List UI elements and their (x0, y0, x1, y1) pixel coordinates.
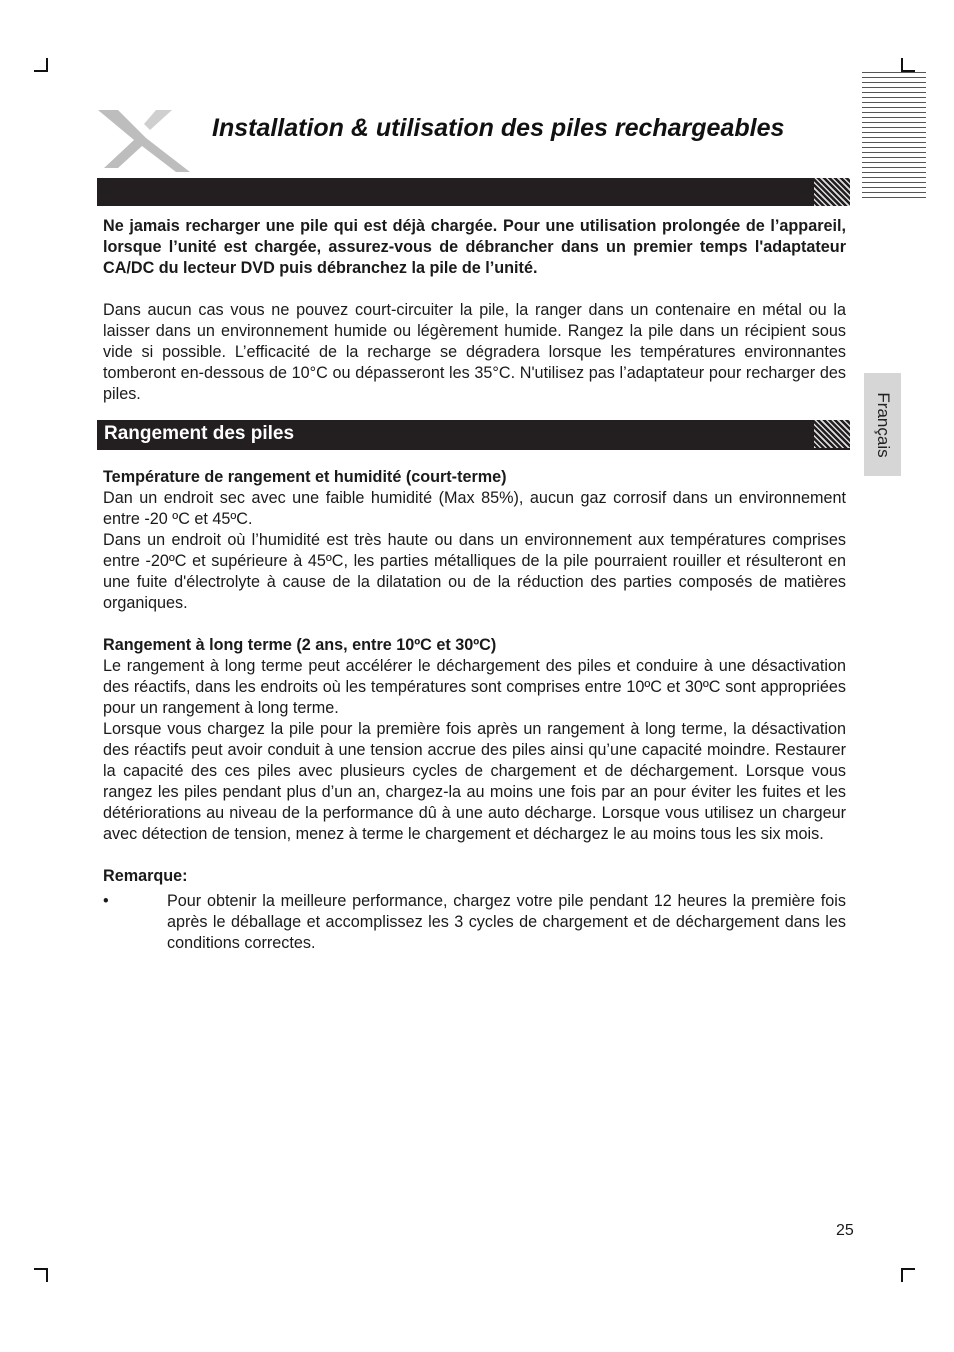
safety-paragraph: Dans aucun cas vous ne pouvez court-circuiter la pile, la ranger dans un contenaire en métal ou la laisser dans un environnement humide ou légèrement humide. Rangez la pile dans un récipient sous vide si possible. L’efficacité de la recharge se dégradera lorsque les températures environnantes tomberont en-dessous de 10°C ou dépasseront les 35°C. N'utilisez pas l’adaptateur pour recharger des piles. (103, 301, 846, 403)
intro-section (103, 216, 846, 405)
x-logo-icon (96, 106, 194, 176)
language-tab (864, 373, 901, 476)
crop-mark-top-left (34, 58, 48, 72)
decorative-stripes (862, 72, 926, 198)
remark-list-item (103, 891, 846, 954)
band-pattern (814, 178, 850, 206)
section-heading-storage: Rangement des piles (104, 423, 295, 444)
storage-section (103, 467, 846, 954)
crop-mark-bottom-left (34, 1268, 48, 1282)
long-term-title: Rangement à long terme (2 ans, entre 10ºC et 30ºC) (103, 636, 497, 654)
crop-mark-top-right (901, 58, 915, 72)
band-pattern (814, 420, 850, 448)
short-term-title: Température de rangement et humidité (court-terme) (103, 468, 507, 486)
bullet-icon: • (103, 892, 109, 910)
crop-mark-bottom-right (901, 1268, 915, 1282)
warning-paragraph: Ne jamais recharger une pile qui est déjà chargée. Pour une utilisation prolongée de l’appareil, lorsque l’unité est chargée, assurez-vous de débrancher dans un premier temps l'adaptateur CA/DC du lecteur DVD puis débranchez la pile de l’unité. (103, 217, 846, 277)
page-title: Installation & utilisation des piles rechargeables (212, 114, 785, 142)
long-term-p1: Le rangement à long terme peut accélérer le déchargement des piles et conduire à une désactivation des réactifs, dans les endroits où les températures sont comprises entre 10ºC et 30ºC sont appropriées pour un rangement à long terme. (103, 657, 846, 717)
section-band-top (97, 178, 850, 206)
page-number: 25 (836, 1222, 854, 1239)
remark-title: Remarque: (103, 867, 188, 885)
language-tab-label: Français (873, 391, 893, 458)
short-term-p1: Dan un endroit sec avec une faible humidité (Max 85%), aucun gaz corrosif dans un environnement entre -20 ºC et 45ºC. (103, 489, 846, 528)
section-band-storage (97, 420, 850, 450)
long-term-p2: Lorsque vous chargez la pile pour la première fois après un rangement à long terme, la désactivation des réactifs peut avoir conduit à une tension accrue des piles ainsi qu’une capacité moindre. Restaurer la capacité des ces piles avec plusieurs cycles de chargement et de déchargement. Lorsque vous rangez les piles pendant plus d’un an, chargez-la au moins une fois par an pour éviter les fuites et les détériorations au niveau de la performance dû à une auto décharge. Lorsque vous utilisez un chargeur avec détection de tension, menez à terme le chargement et déchargez le au moins tous les six mois. (103, 720, 846, 843)
short-term-p2: Dans un endroit où l’humidité est très haute ou dans un environnement aux températures comprises entre -20ºC et supérieure à 45ºC, les parties métalliques de la pile pourraient rouiller et résulteront en une fuite d'électrolyte à cause de la dilatation ou de la réduction des parties composés de matières organiques. (103, 531, 846, 612)
remark-text: Pour obtenir la meilleure performance, chargez votre pile pendant 12 heures la première fois après le déballage et accomplissez les 3 cycles de chargement et de déchargement dans les conditions correctes. (167, 892, 846, 952)
